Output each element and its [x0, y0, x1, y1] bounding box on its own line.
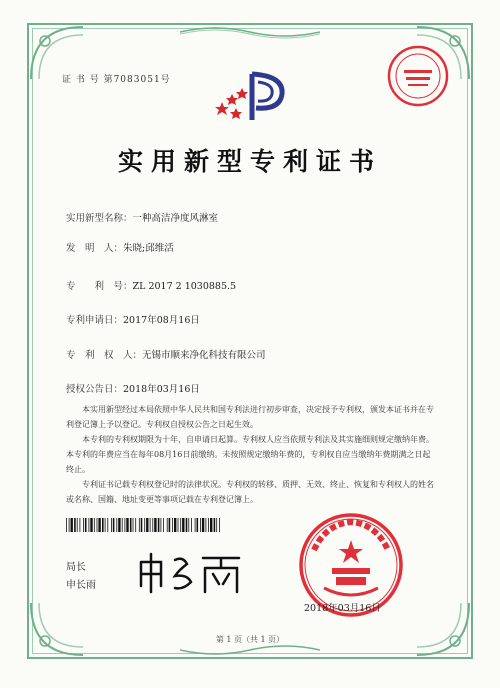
field-value: 一种高洁净度风淋室 — [132, 213, 219, 224]
certificate-number: 证 书 号 第7083051号 — [62, 75, 171, 85]
field-label: 实用新型名称： — [66, 213, 133, 224]
field-inventor — [66, 240, 174, 254]
field-value: ZL 2017 2 1030885.5 — [132, 281, 237, 292]
body-paragraph: 本实用新型经过本局依照中华人民共和国专利法进行初步审查，决定授予专利权，颁发本证书并在专利登记簿上予以登记。专利权自授权公告之日起生效。 — [66, 405, 434, 429]
page-number: 第 1 页（共 1 页） — [215, 635, 285, 644]
field-utility-model-name — [66, 210, 218, 224]
field-value: 朱晓;邱维活 — [123, 243, 174, 254]
top-ornament-icon — [180, 24, 320, 40]
field-value: 2018年03月16日 — [123, 384, 200, 395]
director-signature-icon — [135, 548, 255, 596]
patent-office-logo-icon — [212, 68, 290, 124]
barcode — [66, 518, 224, 532]
field-label: 专利申请日： — [66, 315, 124, 326]
field-value: 2017年08月16日 — [123, 315, 200, 326]
field-label: 授权公告日： — [66, 384, 124, 395]
field-application-date — [66, 312, 200, 326]
certificate-body — [66, 402, 436, 507]
field-label: 发 明 人： — [66, 243, 124, 254]
field-label: 专 利 号： — [66, 281, 133, 292]
field-grant-date — [66, 381, 200, 395]
field-patentee — [66, 347, 266, 361]
field-patent-number — [66, 278, 236, 292]
field-value: 无锡市顺来净化科技有限公司 — [142, 350, 266, 361]
certificate-title: 实用新型专利证书 — [117, 147, 382, 176]
corner-ornament-icon — [413, 599, 473, 659]
verification-stamp-icon — [386, 44, 450, 108]
field-label: 专 利 权 人： — [66, 350, 143, 361]
seal-date: 2018年03月16日 — [304, 603, 381, 614]
director-name-label: 申长雨 — [66, 580, 96, 591]
corner-ornament-icon — [27, 599, 87, 659]
body-paragraph: 本专利的专利权期限为十年，自申请日起算。专利权人应当依照专利法及其实施细则规定缴纳年费。本专利的年费应当在每年08月16日前缴纳。未按照规定缴纳年费的，专利权自应当缴纳年费期满之日起终止。 — [66, 435, 434, 474]
body-paragraph: 专利证书记载专利权登记时的法律状况。专利权的转移、质押、无效、终止、恢复和专利权人的姓名或名称、国籍、地址变更等事项记载在专利登记簿上。 — [66, 480, 434, 504]
director-title-label: 局长 — [66, 562, 86, 573]
